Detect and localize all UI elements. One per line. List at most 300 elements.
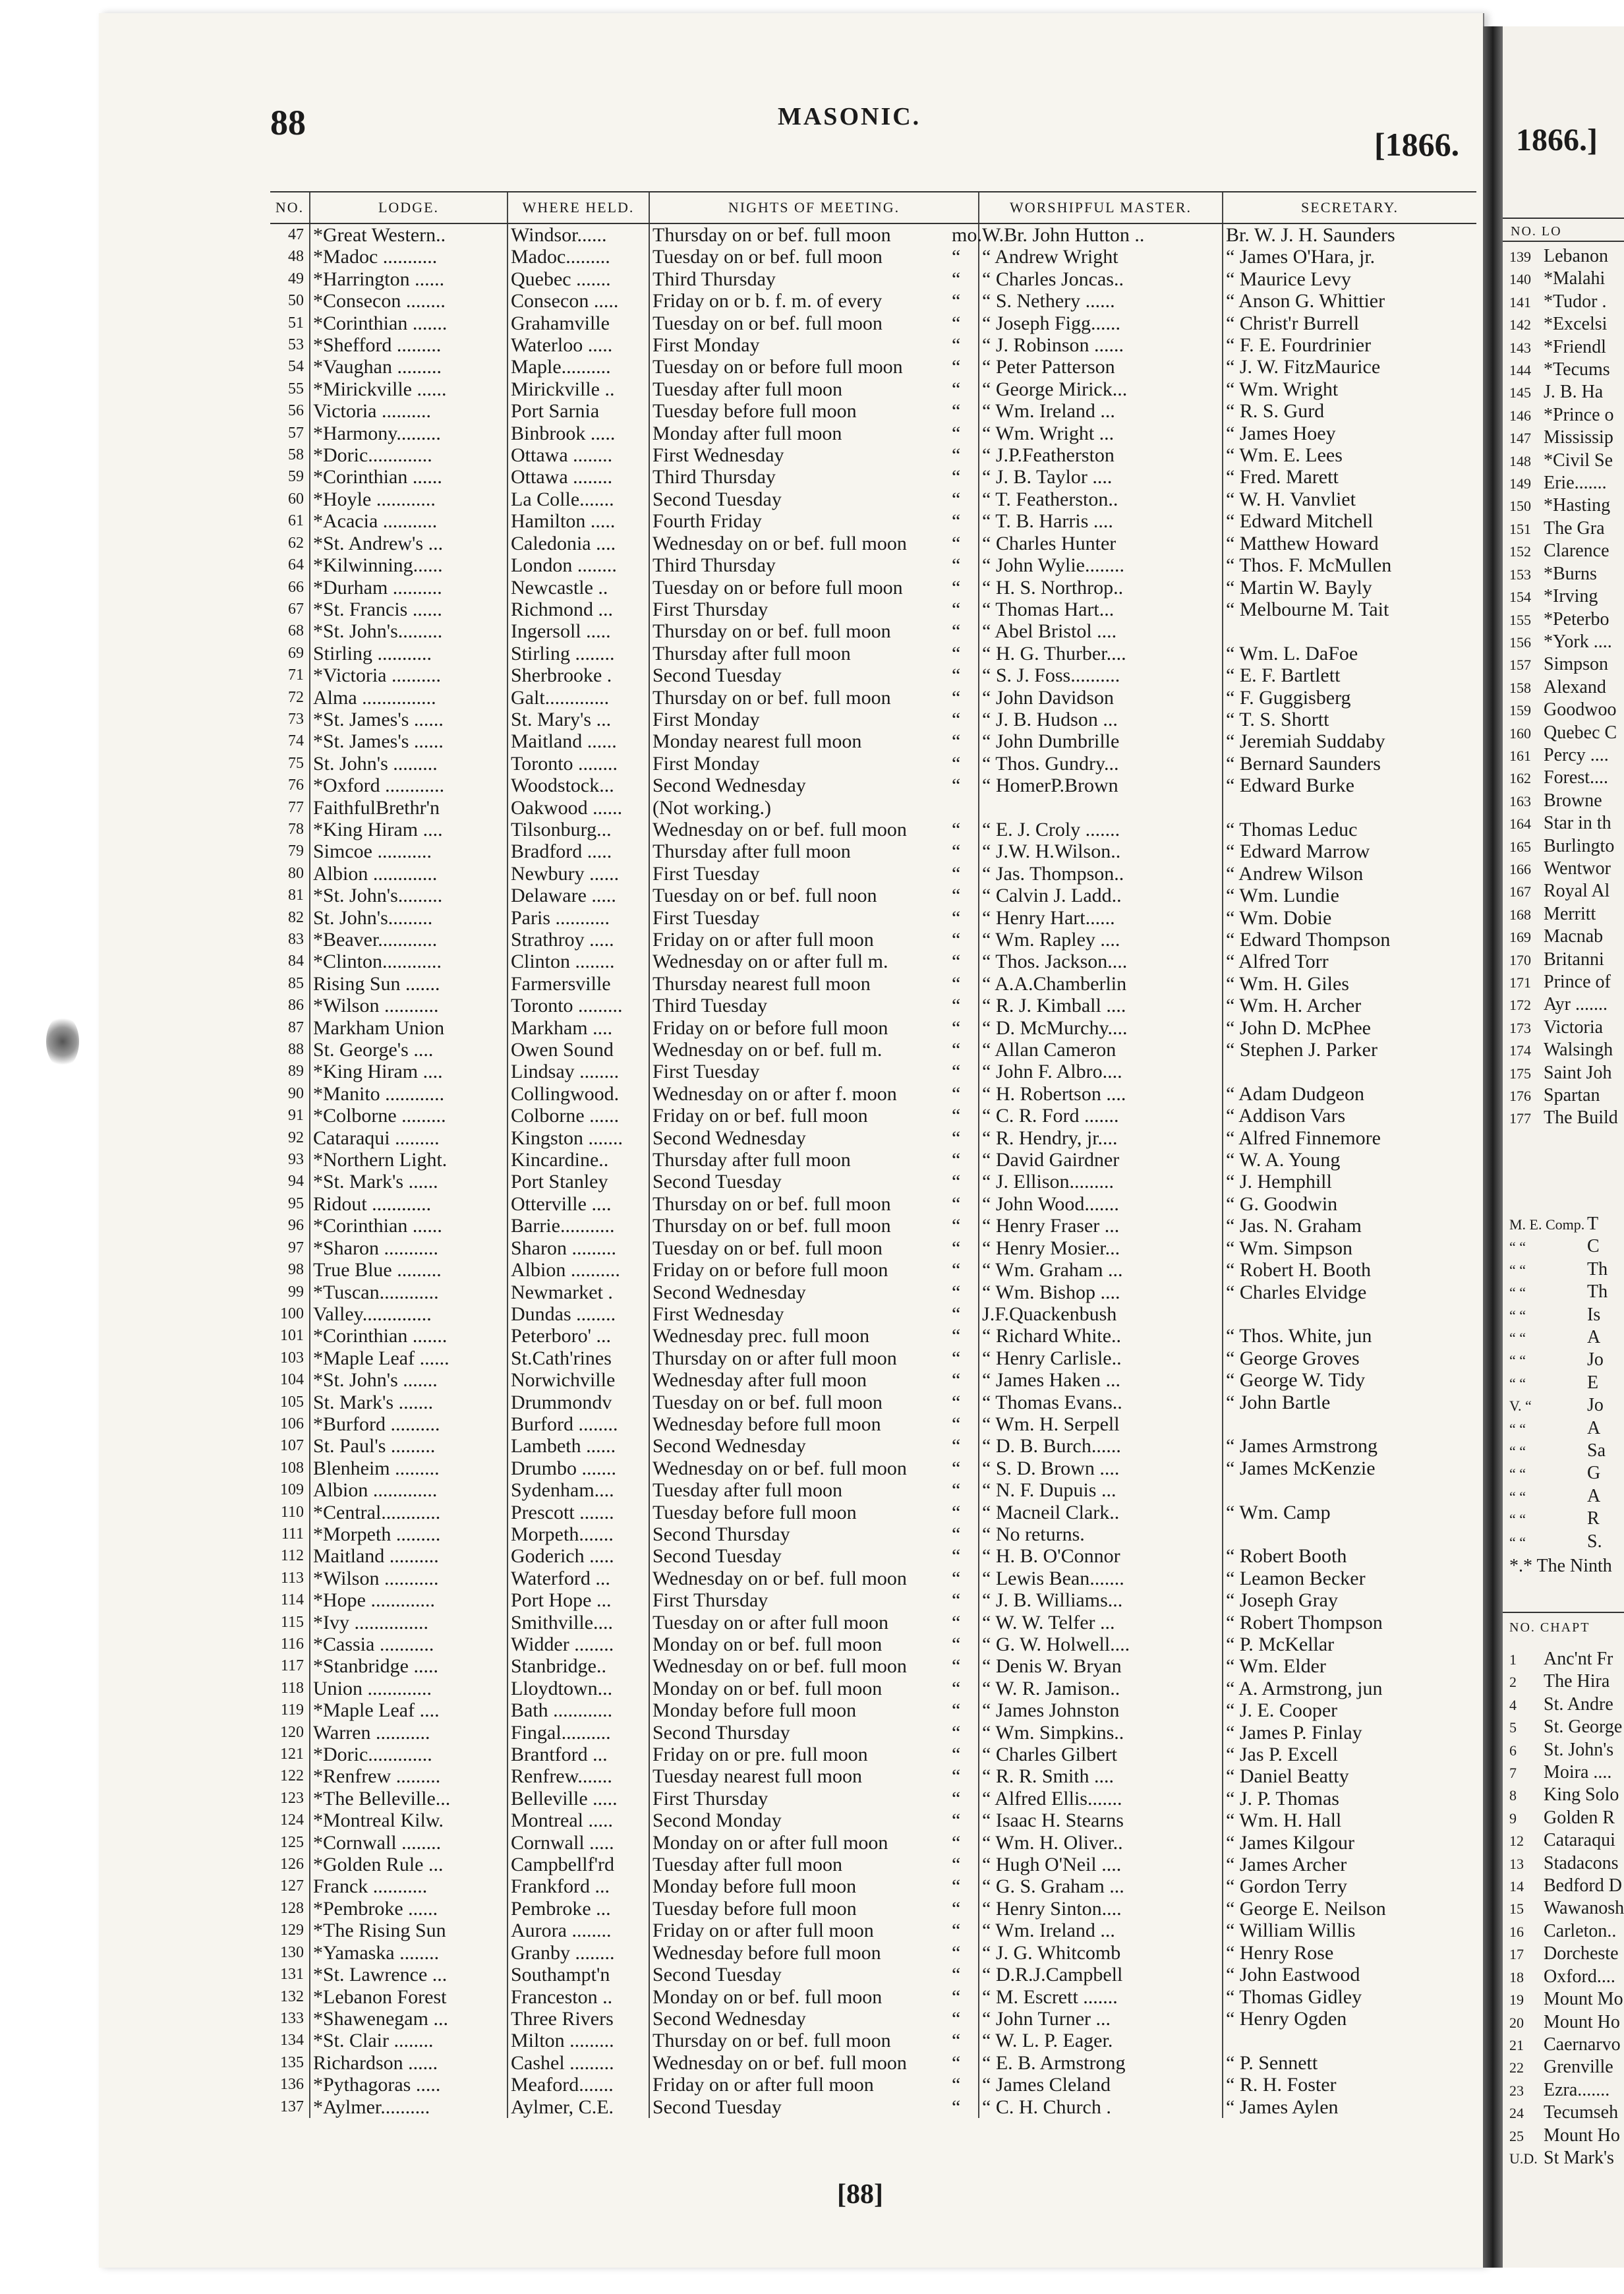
row-lodge: Cataraqui ......... (310, 1127, 508, 1149)
row-no: 111 (281, 1525, 304, 1543)
row-lodge: *Montreal Kilw. (310, 1809, 508, 1831)
row-master: “ John Davidson (979, 687, 1223, 709)
row-where: Cashel ......... (508, 2052, 649, 2074)
list-item-text: The Build (1544, 1107, 1618, 1129)
row-nights: Tuesday on or before full moon (649, 356, 949, 378)
row-lodge: Markham Union (310, 1017, 508, 1039)
row-secretary: “ Adam Dudgeon (1223, 1083, 1476, 1105)
row-ditto: “ (952, 840, 961, 863)
list-item-number: 8 (1509, 1787, 1517, 1804)
list-item (1509, 1670, 1624, 1693)
row-where: Waterloo ..... (508, 334, 649, 356)
row-nights: Wednesday prec. full moon (649, 1325, 949, 1347)
row-secretary: “ Wm. Lundie (1223, 885, 1476, 906)
row-no: 117 (280, 1657, 304, 1675)
list-item (1509, 1875, 1624, 1897)
row-where: Strathroy ..... (508, 929, 649, 951)
row-secretary: “ Matthew Howard (1223, 533, 1476, 554)
row-nights: Friday on or b. f. m. of every (649, 290, 949, 312)
row-nights: Friday on or before full moon (649, 1017, 949, 1039)
row-no: 124 (280, 1811, 304, 1829)
list-item-text: St. John's (1544, 1739, 1614, 1760)
row-nights: First Monday (649, 709, 949, 730)
list-item-text: Th (1587, 1281, 1608, 1303)
table-row (270, 620, 1476, 642)
list-item (1509, 1648, 1624, 1670)
row-secretary: “ Jas P. Excell (1223, 1744, 1476, 1765)
row-ditto: “ (952, 1501, 961, 1523)
row-master: “ S. J. Foss.......... (979, 664, 1223, 686)
row-ditto: “ (952, 1149, 961, 1171)
list-item-number: “ “ (1509, 1284, 1526, 1301)
row-where: Kincardine.. (508, 1149, 649, 1171)
row-lodge: *Morpeth ......... (310, 1523, 508, 1545)
row-lodge: *Maple Leaf ...... (310, 1347, 508, 1369)
list-item-text: *Friendl (1544, 336, 1606, 357)
row-where: Port Stanley (508, 1171, 649, 1192)
list-item (1509, 926, 1618, 948)
row-lodge: *Oxford ............ (310, 775, 508, 796)
row-where: Cornwall ..... (508, 1832, 649, 1854)
list-item-text: Goodwoo (1544, 699, 1617, 721)
row-secretary: “ Melbourne M. Tait (1223, 599, 1476, 620)
row-nights: First Thursday (649, 599, 949, 620)
row-ditto: “ (952, 708, 961, 730)
row-ditto: “ (952, 862, 961, 885)
list-item-number: 147 (1509, 430, 1531, 447)
row-master: “ Thomas Evans.. (979, 1392, 1223, 1413)
row-master: “ J. Ellison......... (979, 1171, 1223, 1192)
row-where: Markham .... (508, 1017, 649, 1039)
row-nights: Second Thursday (649, 1722, 949, 1744)
row-no: 85 (288, 974, 304, 992)
row-nights: Thursday on or bef. full moon (649, 620, 949, 642)
col-head-no: NO. (270, 192, 310, 223)
row-no: 60 (288, 490, 304, 508)
row-lodge: *Northern Light. (310, 1149, 508, 1171)
row-where: Goderich ..... (508, 1545, 649, 1567)
list-item-text: Forest.... (1544, 767, 1608, 788)
row-master: “ Macneil Clark.. (979, 1502, 1223, 1523)
row-lodge: Valley.............. (310, 1303, 508, 1325)
row-nights: Third Thursday (649, 268, 949, 290)
row-secretary: “ R. S. Gurd (1223, 400, 1476, 422)
list-item-text: Burlingto (1544, 835, 1615, 856)
table-row (270, 1589, 1476, 1611)
row-lodge: *St. James's ...... (310, 709, 508, 730)
list-item-number: 148 (1509, 452, 1531, 469)
row-nights: Second Wednesday (649, 1435, 949, 1457)
list-item (1509, 1349, 1608, 1371)
row-secretary: “ J. P. Thomas (1223, 1788, 1476, 1809)
row-ditto: “ (952, 444, 961, 467)
list-item-text: Clarence (1544, 541, 1610, 562)
row-where: Sherbrooke . (508, 664, 649, 686)
row-where: Binbrook ..... (508, 423, 649, 444)
table-row (270, 223, 1476, 246)
row-secretary (1223, 1523, 1476, 1545)
row-secretary: “ F. E. Fourdrinier (1223, 334, 1476, 356)
table-row (270, 709, 1476, 730)
row-no: 53 (288, 336, 304, 354)
row-nights: Tuesday on or bef. full moon (649, 312, 949, 334)
list-item-number: 167 (1509, 883, 1531, 900)
row-nights: Tuesday after full moon (649, 1479, 949, 1501)
row-secretary: “ Anson G. Whittier (1223, 290, 1476, 312)
table-row (270, 400, 1476, 422)
row-lodge: *Durham .......... (310, 577, 508, 599)
list-item (1509, 1258, 1608, 1281)
row-lodge: *Shefford ......... (310, 334, 508, 356)
list-item-number: 140 (1509, 271, 1531, 288)
row-ditto: “ (952, 906, 961, 929)
table-row (270, 1149, 1476, 1171)
list-item-text: Percy .... (1544, 744, 1609, 765)
row-lodge: FaithfulBrethr'n (310, 797, 508, 819)
list-item-number: 170 (1509, 951, 1531, 968)
list-item (1509, 1966, 1624, 1988)
list-item-number: 2 (1509, 1674, 1517, 1691)
list-item-number: 13 (1509, 1855, 1524, 1872)
row-ditto: “ (952, 1787, 961, 1809)
list-item-number: 19 (1509, 1991, 1524, 2009)
list-item-text: St. George (1544, 1717, 1623, 1738)
row-ditto: “ (952, 1325, 961, 1347)
list-item-text: Anc'nt Fr (1544, 1649, 1613, 1669)
row-where: Newcastle .. (508, 577, 649, 599)
list-item (1509, 2102, 1624, 2124)
row-nights: Wednesday on or bef. full m. (649, 1039, 949, 1061)
row-lodge: *St. John's......... (310, 620, 508, 642)
row-nights: Thursday on or after full moon (649, 1347, 949, 1369)
row-nights: Tuesday on or bef. full noon (649, 885, 949, 906)
list-item (1509, 268, 1618, 290)
row-no: 71 (288, 666, 304, 684)
row-nights: Monday after full moon (649, 423, 949, 444)
table-row (270, 840, 1476, 862)
row-nights: Monday on or after full moon (649, 1832, 949, 1854)
list-item (1509, 835, 1618, 858)
row-secretary: “ E. F. Bartlett (1223, 664, 1476, 686)
row-master: “ S. Nethery ...... (979, 290, 1223, 312)
list-item (1509, 676, 1618, 699)
list-item (1509, 359, 1618, 381)
row-secretary (1223, 2030, 1476, 2051)
row-master: “ Jas. Thompson.. (979, 863, 1223, 885)
row-no: 69 (288, 644, 304, 662)
table-row (270, 1039, 1476, 1061)
list-item-number: 23 (1509, 2082, 1524, 2099)
row-lodge: *Cassia ........... (310, 1633, 508, 1655)
list-item (1509, 790, 1618, 812)
row-master: “ Hugh O'Neil .... (979, 1854, 1223, 1875)
row-master: “ Wm. Graham ... (979, 1259, 1223, 1281)
row-ditto: “ (952, 972, 961, 995)
row-where: London ........ (508, 554, 649, 576)
row-no: 83 (288, 931, 304, 948)
list-item (1509, 767, 1618, 789)
row-no: 96 (288, 1217, 304, 1235)
row-where: Clinton ........ (508, 951, 649, 972)
list-item-text: *Prince o (1544, 404, 1614, 425)
list-item (1509, 563, 1618, 585)
row-lodge: Albion ............. (310, 863, 508, 885)
row-nights: Wednesday on or after f. moon (649, 1083, 949, 1105)
list-item (1509, 971, 1618, 993)
list-item-text: Lebanon (1544, 246, 1608, 266)
table-row (270, 1017, 1476, 1039)
row-secretary: “ Jeremiah Suddaby (1223, 730, 1476, 752)
row-master: “ Henry Sinton.... (979, 1898, 1223, 1920)
row-no: 130 (280, 1943, 304, 1961)
row-where: Mirickville .. (508, 378, 649, 400)
row-where: Frankford ... (508, 1875, 649, 1897)
list-item (1509, 1485, 1608, 1508)
table-row (270, 356, 1476, 378)
list-item-number: 152 (1509, 543, 1531, 560)
right-page-chapter-list (1509, 1648, 1624, 2169)
table-row (270, 1920, 1476, 1941)
list-item-text: A (1587, 1417, 1601, 1438)
row-secretary: “ Thos. F. McMullen (1223, 554, 1476, 576)
row-no: 88 (288, 1041, 304, 1059)
row-nights: Tuesday before full moon (649, 400, 949, 422)
list-item-number: 154 (1509, 589, 1531, 606)
row-secretary: “ Wm. L. DaFoe (1223, 643, 1476, 664)
row-where: Campbellf'rd (508, 1854, 649, 1875)
table-row (270, 907, 1476, 929)
list-item (1509, 1084, 1618, 1107)
row-nights: Friday on or pre. full moon (649, 1744, 949, 1765)
list-item-text: Dorcheste (1544, 1943, 1619, 1964)
table-row (270, 1986, 1476, 2008)
row-master: “ J. Robinson ...... (979, 334, 1223, 356)
row-master: “ James Cleland (979, 2074, 1223, 2096)
row-secretary: “ Edward Thompson (1223, 929, 1476, 951)
row-where: Dundas ........ (508, 1303, 649, 1325)
row-no: 114 (280, 1591, 304, 1609)
list-item-number: V. “ (1509, 1397, 1532, 1415)
table-row (270, 1435, 1476, 1457)
row-secretary: “ Wm. Camp (1223, 1502, 1476, 1523)
row-where: St.Cath'rines (508, 1347, 649, 1369)
row-ditto: “ (952, 775, 961, 797)
row-ditto: mo. (952, 224, 982, 246)
list-item-text: *Tudor . (1544, 291, 1607, 312)
list-item (1509, 722, 1618, 744)
table-row (270, 1215, 1476, 1237)
row-secretary: “ Bernard Saunders (1223, 753, 1476, 775)
row-where: Franceston .. (508, 1986, 649, 2008)
row-nights: First Thursday (649, 1788, 949, 1809)
row-lodge: Union ............. (310, 1678, 508, 1699)
row-where: Tilsonburg... (508, 819, 649, 840)
row-ditto: “ (952, 576, 961, 599)
row-master: “ John Wylie........ (979, 554, 1223, 576)
list-item-number: 146 (1509, 407, 1531, 424)
row-master: “ Isaac H. Stearns (979, 1809, 1223, 1831)
list-item-text: Simpson (1544, 654, 1609, 675)
list-item-number: 175 (1509, 1065, 1531, 1082)
row-no: 100 (280, 1305, 304, 1322)
row-lodge: Blenheim ......... (310, 1457, 508, 1479)
row-secretary: “ Christ'r Burrell (1223, 312, 1476, 334)
row-no: 74 (288, 732, 304, 750)
list-item (1509, 1304, 1608, 1326)
row-secretary: “ Robert Booth (1223, 1545, 1476, 1567)
row-where: Stanbridge.. (508, 1655, 649, 1677)
row-master: “ Denis W. Bryan (979, 1655, 1223, 1677)
table-row (270, 1193, 1476, 1215)
row-master: “ C. R. Ford ....... (979, 1105, 1223, 1127)
row-master: “ John Dumbrille (979, 730, 1223, 752)
row-secretary: “ P. McKellar (1223, 1633, 1476, 1655)
folio: [88] (837, 2179, 883, 2210)
row-master: “ Henry Hart...... (979, 907, 1223, 929)
list-item-text: Mount Ho (1544, 2011, 1620, 2032)
row-no: 128 (280, 1899, 304, 1917)
row-no: 76 (288, 777, 304, 794)
row-where: Widder ........ (508, 1633, 649, 1655)
row-no: 56 (288, 402, 304, 420)
list-item-number: 161 (1509, 747, 1531, 764)
row-secretary: “ Thos. White, jun (1223, 1325, 1476, 1347)
table-row (270, 1964, 1476, 1985)
row-no: 106 (280, 1415, 304, 1432)
row-where: Newmarket . (508, 1281, 649, 1303)
list-item-text: *Civil Se (1544, 450, 1613, 471)
row-ditto: “ (952, 1082, 961, 1105)
row-nights: First Tuesday (649, 1061, 949, 1082)
row-secretary: “ Wm. Elder (1223, 1655, 1476, 1677)
row-where: Fingal.......... (508, 1722, 649, 1744)
table-row (270, 290, 1476, 312)
row-master: “ J.P.Featherston (979, 444, 1223, 466)
row-lodge: *Pythagoras ..... (310, 2074, 508, 2096)
row-lodge: *Stanbridge ..... (310, 1655, 508, 1677)
row-no: 89 (288, 1063, 304, 1080)
row-where: Waterford ... (508, 1568, 649, 1589)
list-item-number: “ “ (1509, 1533, 1526, 1550)
list-item-number: “ “ (1509, 1239, 1526, 1256)
row-ditto: “ (952, 1281, 961, 1303)
row-secretary: “ Daniel Beatty (1223, 1765, 1476, 1787)
row-secretary: “ Edward Marrow (1223, 840, 1476, 862)
row-ditto: “ (952, 246, 961, 268)
table-row (270, 1809, 1476, 1831)
list-item-text: Macnab (1544, 926, 1604, 947)
right-page-officer-list (1509, 1213, 1608, 1553)
row-master: “ Thomas Hart... (979, 599, 1223, 620)
row-nights: Wednesday before full moon (649, 1413, 949, 1435)
list-item (1509, 1739, 1624, 1761)
table-row (270, 268, 1476, 290)
row-no: 137 (280, 2098, 304, 2115)
list-item-text: Caernarvo (1544, 2034, 1621, 2055)
row-ditto: “ (952, 1369, 961, 1392)
row-no: 105 (280, 1393, 304, 1411)
row-where: Brantford ... (508, 1744, 649, 1765)
right-page-chapter-head: NO. CHAPT (1509, 1620, 1590, 1635)
table-row (270, 1502, 1476, 1523)
row-ditto: “ (952, 2051, 961, 2074)
list-item-number: 177 (1509, 1110, 1531, 1127)
row-ditto: “ (952, 1016, 961, 1039)
row-ditto: “ (952, 1854, 961, 1876)
row-where: Toronto ......... (508, 995, 649, 1016)
row-no: 127 (280, 1877, 304, 1895)
row-ditto (949, 797, 979, 819)
row-lodge: *Golden Rule ... (310, 1854, 508, 1875)
list-item-text: Oxford.... (1544, 1966, 1615, 1987)
row-no: 79 (288, 842, 304, 860)
list-item-text: *Peterbo (1544, 608, 1610, 630)
row-ditto: “ (952, 2007, 961, 2030)
table-row (270, 1523, 1476, 1545)
table-row (270, 577, 1476, 599)
list-item (1509, 699, 1618, 721)
list-item (1509, 608, 1618, 631)
row-no: 75 (288, 754, 304, 772)
table-row (270, 1788, 1476, 1809)
table-row (270, 819, 1476, 840)
row-no: 112 (280, 1547, 304, 1565)
row-secretary: “ Thomas Gidley (1223, 1986, 1476, 2008)
row-nights: Third Thursday (649, 554, 949, 576)
row-ditto: “ (952, 686, 961, 709)
row-secretary: “ William Willis (1223, 1920, 1476, 1941)
row-secretary (1223, 1061, 1476, 1082)
list-item-number: 144 (1509, 362, 1531, 379)
row-secretary (1223, 797, 1476, 819)
list-item-text: *Excelsi (1544, 314, 1608, 335)
list-item-number: “ “ (1509, 1374, 1526, 1392)
row-ditto: “ (952, 730, 961, 753)
table-row (270, 995, 1476, 1016)
table-row (270, 1633, 1476, 1655)
row-no: 81 (288, 887, 304, 904)
row-nights: Wednesday on or bef. full moon (649, 1568, 949, 1589)
row-nights: Second Tuesday (649, 1171, 949, 1192)
list-item-number: 169 (1509, 929, 1531, 946)
list-item-text: E (1587, 1372, 1599, 1393)
table-row (270, 2030, 1476, 2051)
list-item (1509, 1508, 1608, 1530)
list-item-number: 14 (1509, 1878, 1524, 1895)
row-master: “ Calvin J. Ladd.. (979, 885, 1223, 906)
row-no: 55 (288, 380, 304, 397)
row-where: Lambeth ...... (508, 1435, 649, 1457)
row-nights: Third Tuesday (649, 995, 949, 1016)
row-ditto: “ (952, 1699, 961, 1722)
row-lodge: *Harmony......... (310, 423, 508, 444)
row-ditto: “ (952, 1941, 961, 1964)
row-lodge: *Pembroke ...... (310, 1898, 508, 1920)
row-no: 87 (288, 1018, 304, 1036)
row-where: Aylmer, C.E. (508, 2096, 649, 2118)
list-item (1509, 426, 1618, 449)
row-master: “ G. W. Holwell.... (979, 1633, 1223, 1655)
row-lodge: *Harrington ...... (310, 268, 508, 290)
table-header-row (270, 192, 1476, 223)
row-secretary: “ Alfred Finnemore (1223, 1127, 1476, 1149)
table-row (270, 1083, 1476, 1105)
row-no: 84 (288, 953, 304, 970)
row-master (979, 797, 1223, 819)
row-secretary: “ Alfred Torr (1223, 951, 1476, 972)
list-item-number: 158 (1509, 679, 1531, 696)
row-lodge: Maitland .......... (310, 1545, 508, 1567)
